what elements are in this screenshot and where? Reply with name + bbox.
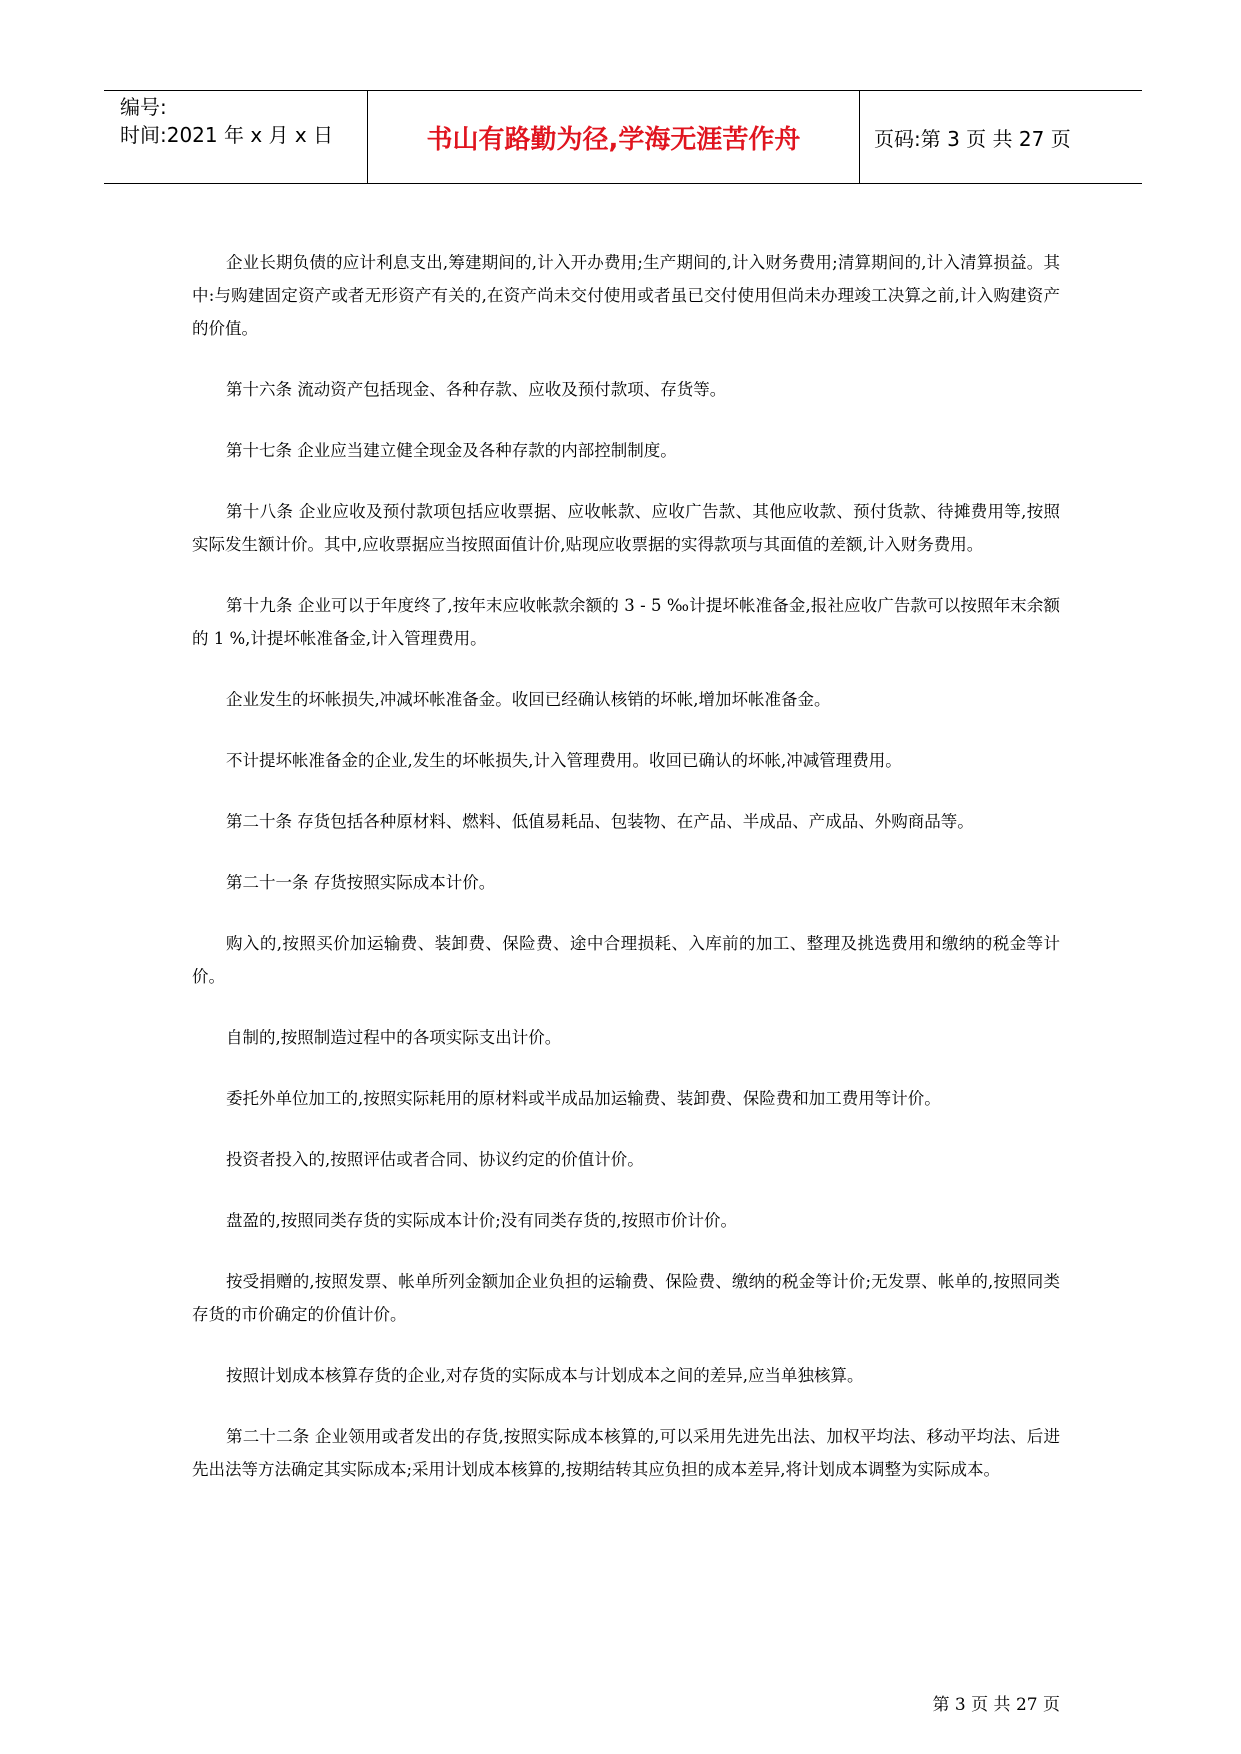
paragraph: 第十九条 企业可以于年度终了,按年末应收帐款余额的 3 - 5 ‰计提坏帐准备金,报社应收广告款可以按照年末余额的 1 %,计提坏帐准备金,计入管理费用。 bbox=[192, 596, 1060, 648]
paragraph: 购入的,按照买价加运输费、装卸费、保险费、途中合理损耗、入库前的加工、整理及挑选费用和缴纳的税金等计价。 bbox=[192, 934, 1060, 986]
paragraph: 第十七条 企业应当建立健全现金及各种存款的内部控制制度。 bbox=[226, 441, 677, 460]
paragraph: 委托外单位加工的,按照实际耗用的原材料或半成品加运输费、装卸费、保险费和加工费用等计价。 bbox=[226, 1089, 941, 1108]
paragraph: 企业发生的坏帐损失,冲减坏帐准备金。收回已经确认核销的坏帐,增加坏帐准备金。 bbox=[226, 690, 831, 709]
paragraph: 第二十二条 企业领用或者发出的存货,按照实际成本核算的,可以采用先进先出法、加权平均法、移动平均法、后进先出法等方法确定其实际成本;采用计划成本核算的,按期结转其应负担的成本差异,将计划成本调整为实际成本。 bbox=[192, 1427, 1060, 1479]
paragraph: 第十六条 流动资产包括现金、各种存款、应收及预付款项、存货等。 bbox=[226, 380, 727, 399]
time-label: 时间:2021 年 x 月 x 日 bbox=[120, 123, 334, 147]
document-body bbox=[192, 246, 1060, 1514]
page-header bbox=[104, 90, 1142, 184]
header-motto: 书山有路勤为径,学海无涯苦作舟 bbox=[368, 91, 860, 183]
paragraph: 第二十一条 存货按照实际成本计价。 bbox=[226, 873, 496, 892]
paragraph: 按受捐赠的,按照发票、帐单所列金额加企业负担的运输费、保险费、缴纳的税金等计价;无发票、帐单的,按照同类存货的市价确定的价值计价。 bbox=[192, 1272, 1060, 1324]
paragraph: 企业长期负债的应计利息支出,筹建期间的,计入开办费用;生产期间的,计入财务费用;清算期间的,计入清算损益。其中:与购建固定资产或者无形资产有关的,在资产尚未交付使用或者虽已交付使用但尚未办理竣工决算之前,计入购建资产的价值。 bbox=[192, 253, 1060, 338]
paragraph: 第十八条 企业应收及预付款项包括应收票据、应收帐款、应收广告款、其他应收款、预付货款、待摊费用等,按照实际发生额计价。其中,应收票据应当按照面值计价,贴现应收票据的实得款项与其面值的差额,计入财务费用。 bbox=[192, 502, 1060, 554]
header-page-label: 页码:第 3 页 共 27 页 bbox=[874, 126, 1071, 151]
paragraph: 按照计划成本核算存货的企业,对存货的实际成本与计划成本之间的差异,应当单独核算。 bbox=[226, 1366, 864, 1385]
paragraph: 不计提坏帐准备金的企业,发生的坏帐损失,计入管理费用。收回已确认的坏帐,冲减管理费用。 bbox=[226, 751, 902, 770]
paragraph: 自制的,按照制造过程中的各项实际支出计价。 bbox=[226, 1028, 562, 1047]
page-footer: 第 3 页 共 27 页 bbox=[932, 1695, 1060, 1715]
number-label: 编号: bbox=[120, 95, 167, 119]
paragraph: 第二十条 存货包括各种原材料、燃料、低值易耗品、包装物、在产品、半成品、产成品、外购商品等。 bbox=[226, 812, 974, 831]
paragraph: 投资者投入的,按照评估或者合同、协议约定的价值计价。 bbox=[226, 1150, 644, 1169]
paragraph: 盘盈的,按照同类存货的实际成本计价;没有同类存货的,按照市价计价。 bbox=[226, 1211, 738, 1230]
header-meta bbox=[104, 91, 368, 183]
